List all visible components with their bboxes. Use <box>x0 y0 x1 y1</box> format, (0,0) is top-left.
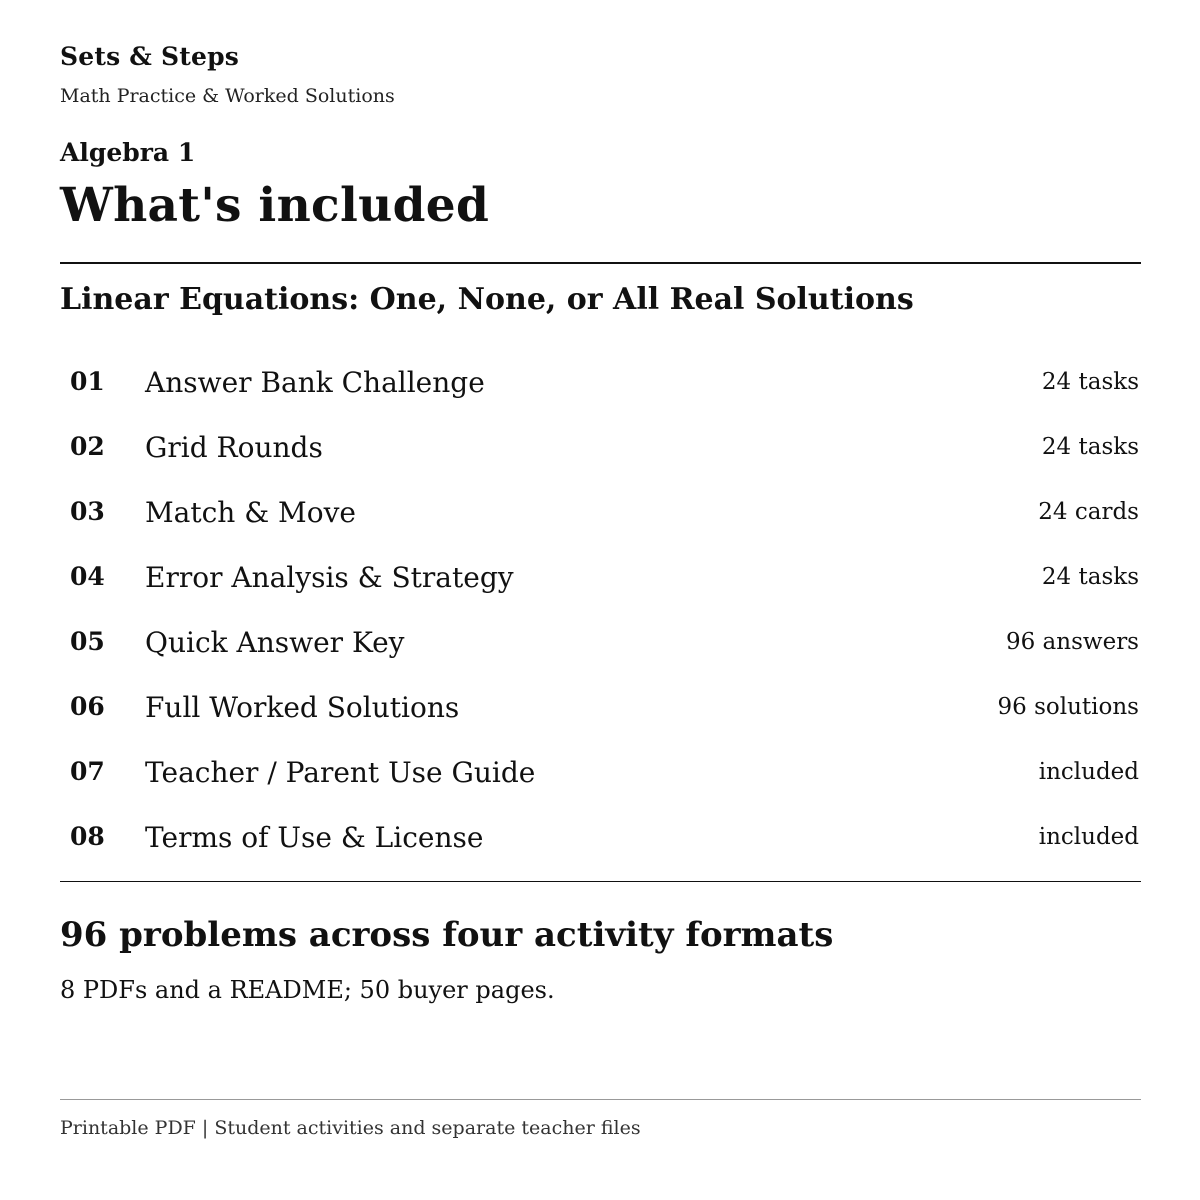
item-title: Terms of Use & License <box>145 821 484 854</box>
list-item <box>60 352 1141 417</box>
item-count: 24 tasks <box>1041 564 1139 590</box>
contents-list <box>60 352 1141 872</box>
summary-detail: 8 PDFs and a README; 50 buyer pages. <box>60 976 555 1004</box>
item-title: Match & Move <box>145 496 356 529</box>
item-number: 06 <box>70 692 105 721</box>
course-label: Algebra 1 <box>60 138 196 167</box>
item-count: included <box>1038 759 1139 785</box>
list-item <box>60 677 1141 742</box>
item-number: 03 <box>70 497 105 526</box>
brand-tagline: Math Practice & Worked Solutions <box>60 85 395 107</box>
item-number: 04 <box>70 562 105 591</box>
list-item <box>60 547 1141 612</box>
item-title: Quick Answer Key <box>145 626 405 659</box>
list-item <box>60 482 1141 547</box>
item-title: Teacher / Parent Use Guide <box>145 756 536 789</box>
page <box>60 0 1141 1200</box>
item-number: 07 <box>70 757 105 786</box>
item-count: 96 answers <box>1005 629 1139 655</box>
section-title: Linear Equations: One, None, or All Real Solutions <box>60 282 914 317</box>
footer-note: Printable PDF | Student activities and separate teacher files <box>60 1117 641 1139</box>
item-count: 96 solutions <box>997 694 1139 720</box>
item-number: 02 <box>70 432 105 461</box>
list-item <box>60 417 1141 482</box>
list-item <box>60 612 1141 677</box>
item-number: 08 <box>70 822 105 851</box>
item-count: included <box>1038 824 1139 850</box>
item-title: Error Analysis & Strategy <box>145 561 514 594</box>
footer-divider <box>60 1099 1141 1100</box>
item-title: Grid Rounds <box>145 431 323 464</box>
brand-name: Sets & Steps <box>60 42 240 71</box>
contents-divider <box>60 881 1141 882</box>
item-title: Answer Bank Challenge <box>145 366 485 399</box>
item-title: Full Worked Solutions <box>145 691 460 724</box>
summary-title: 96 problems across four activity formats <box>60 915 834 955</box>
list-item <box>60 742 1141 807</box>
header-divider <box>60 262 1141 264</box>
item-number: 01 <box>70 367 105 396</box>
page-title: What's included <box>60 178 490 233</box>
item-count: 24 tasks <box>1041 369 1139 395</box>
list-item <box>60 807 1141 872</box>
item-number: 05 <box>70 627 105 656</box>
item-count: 24 cards <box>1038 499 1139 525</box>
item-count: 24 tasks <box>1041 434 1139 460</box>
